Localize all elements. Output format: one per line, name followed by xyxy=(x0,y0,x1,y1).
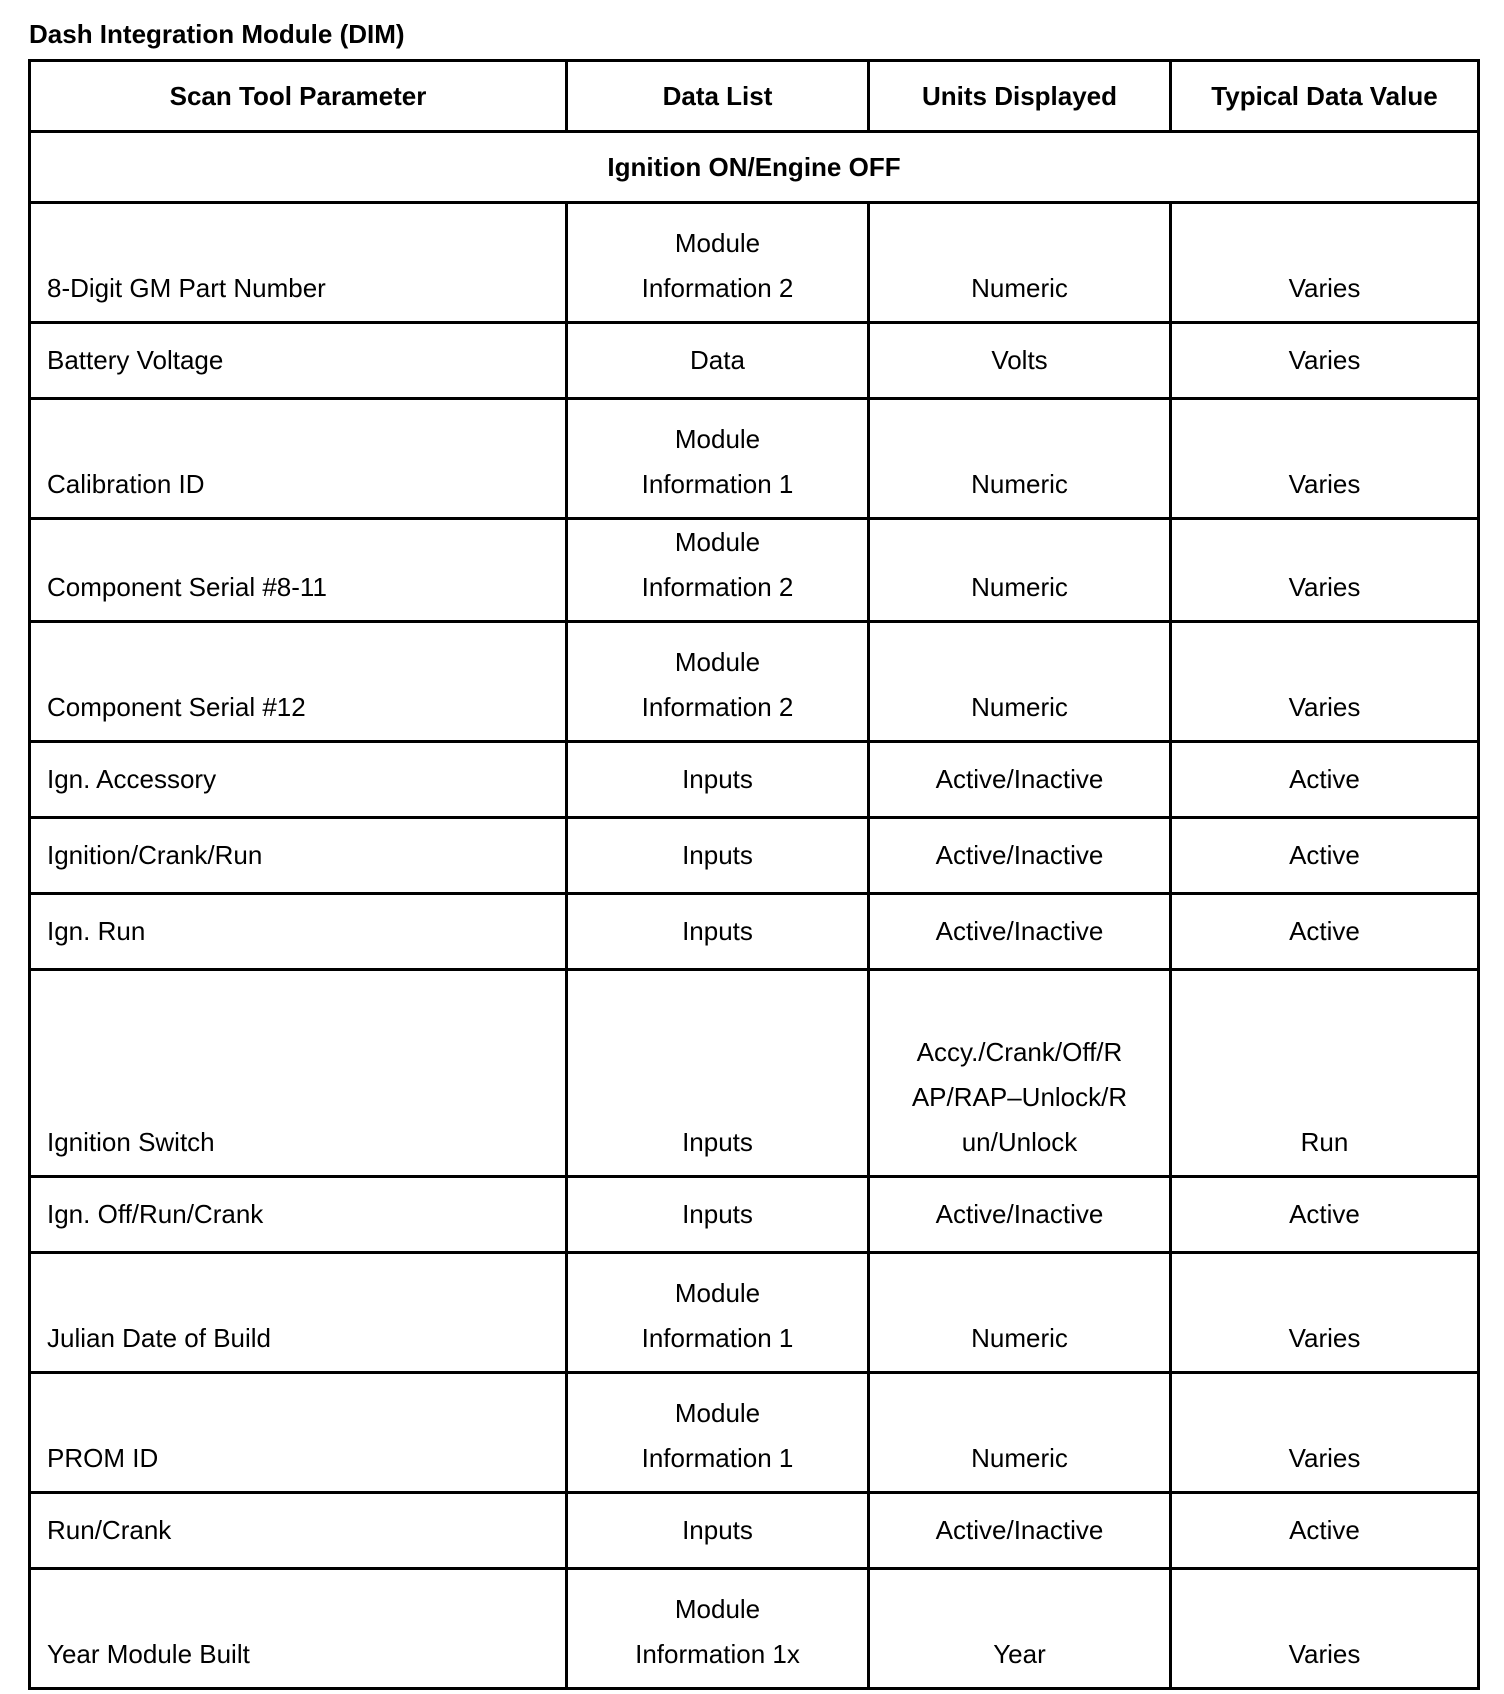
header-scan-tool-parameter: Scan Tool Parameter xyxy=(30,61,567,132)
cell-parameter: Battery Voltage xyxy=(30,323,567,399)
cell-units xyxy=(869,894,1171,970)
cell-data-list xyxy=(567,622,869,742)
cell-units xyxy=(869,1253,1171,1373)
document-title: Dash Integration Module (DIM) xyxy=(29,19,405,49)
cell-typical: Varies xyxy=(1171,1569,1479,1689)
cell-line: Active/Inactive xyxy=(935,1199,1104,1229)
table-row xyxy=(30,1569,1479,1689)
cell-line: Module xyxy=(674,647,761,677)
cell-parameter: Julian Date of Build xyxy=(30,1253,567,1373)
cell-units xyxy=(869,323,1171,399)
cell-units xyxy=(869,818,1171,894)
cell-line: Inputs xyxy=(682,1515,753,1545)
cell-data-list xyxy=(567,519,869,622)
table-row xyxy=(30,742,1479,818)
cell-typical: Active xyxy=(1171,894,1479,970)
cell-data-list xyxy=(567,818,869,894)
cell-parameter: Run/Crank xyxy=(30,1493,567,1569)
cell-line: Information 2 xyxy=(641,692,794,722)
cell-line: Data xyxy=(690,345,745,375)
cell-line: Module xyxy=(674,228,761,258)
cell-parameter: Component Serial #8-11 xyxy=(30,519,567,622)
cell-line: Information 1 xyxy=(641,1323,794,1353)
cell-typical: Varies xyxy=(1171,519,1479,622)
cell-parameter: Year Module Built xyxy=(30,1569,567,1689)
cell-typical: Active xyxy=(1171,818,1479,894)
cell-line: Information 2 xyxy=(641,273,794,303)
cell-data-list xyxy=(567,1373,869,1493)
cell-line: Information 1x xyxy=(635,1639,800,1669)
cell-line: Module xyxy=(674,1278,761,1308)
cell-typical: Varies xyxy=(1171,203,1479,323)
table-row xyxy=(30,818,1479,894)
cell-data-list xyxy=(567,323,869,399)
cell-line: Volts xyxy=(991,345,1048,375)
cell-line: Accy./Crank/Off/R xyxy=(916,1037,1123,1067)
cell-data-list xyxy=(567,1569,869,1689)
cell-line: Numeric xyxy=(971,469,1068,499)
cell-line: Numeric xyxy=(971,1443,1068,1473)
cell-typical: Active xyxy=(1171,1493,1479,1569)
cell-units xyxy=(869,1177,1171,1253)
cell-line: Information 2 xyxy=(641,572,794,602)
table-row xyxy=(30,1177,1479,1253)
cell-line: Module xyxy=(674,1594,761,1624)
cell-typical: Varies xyxy=(1171,1253,1479,1373)
cell-parameter: Ign. Accessory xyxy=(30,742,567,818)
cell-units xyxy=(869,1493,1171,1569)
cell-line: Inputs xyxy=(682,1127,753,1157)
cell-line: Year xyxy=(993,1639,1046,1669)
cell-units xyxy=(869,1373,1171,1493)
cell-line: Numeric xyxy=(971,692,1068,722)
cell-parameter: 8-Digit GM Part Number xyxy=(30,203,567,323)
cell-line: Numeric xyxy=(971,273,1068,303)
cell-line: Inputs xyxy=(682,840,753,870)
cell-units xyxy=(869,742,1171,818)
cell-line: Numeric xyxy=(971,572,1068,602)
cell-typical: Varies xyxy=(1171,399,1479,519)
cell-data-list xyxy=(567,1253,869,1373)
cell-data-list xyxy=(567,203,869,323)
header-units-displayed: Units Displayed xyxy=(869,61,1171,132)
cell-data-list xyxy=(567,894,869,970)
cell-units xyxy=(869,1569,1171,1689)
cell-line: un/Unlock xyxy=(961,1127,1078,1157)
cell-line: Module xyxy=(674,1398,761,1428)
cell-line: Numeric xyxy=(971,1323,1068,1353)
cell-line: Active/Inactive xyxy=(935,916,1104,946)
cell-line: Active/Inactive xyxy=(935,840,1104,870)
cell-typical: Active xyxy=(1171,742,1479,818)
cell-units xyxy=(869,970,1171,1177)
cell-data-list xyxy=(567,399,869,519)
cell-units xyxy=(869,399,1171,519)
cell-line: Information 1 xyxy=(641,1443,794,1473)
header-data-list: Data List xyxy=(567,61,869,132)
cell-line: Inputs xyxy=(682,764,753,794)
cell-typical: Varies xyxy=(1171,323,1479,399)
table-row xyxy=(30,970,1479,1177)
header-typical-data-value: Typical Data Value xyxy=(1171,61,1479,132)
cell-parameter: Ignition/Crank/Run xyxy=(30,818,567,894)
table-row xyxy=(30,1253,1479,1373)
scan-tool-data-table xyxy=(28,59,1480,1690)
cell-parameter: Ign. Off/Run/Crank xyxy=(30,1177,567,1253)
cell-line: Module xyxy=(674,527,761,557)
table-row xyxy=(30,1493,1479,1569)
cell-typical: Run xyxy=(1171,970,1479,1177)
section-ignition-on-engine-off: Ignition ON/Engine OFF xyxy=(30,132,1479,203)
cell-line: AP/RAP–Unlock/R xyxy=(911,1082,1128,1112)
cell-units xyxy=(869,203,1171,323)
cell-line: Active/Inactive xyxy=(935,764,1104,794)
cell-line: Information 1 xyxy=(641,469,794,499)
table-header-row xyxy=(30,61,1479,132)
cell-data-list xyxy=(567,742,869,818)
cell-parameter: Ign. Run xyxy=(30,894,567,970)
cell-parameter: Calibration ID xyxy=(30,399,567,519)
cell-parameter: Component Serial #12 xyxy=(30,622,567,742)
cell-units xyxy=(869,519,1171,622)
cell-typical: Active xyxy=(1171,1177,1479,1253)
cell-line: Inputs xyxy=(682,1199,753,1229)
table-row xyxy=(30,203,1479,323)
cell-data-list xyxy=(567,1177,869,1253)
cell-parameter: Ignition Switch xyxy=(30,970,567,1177)
cell-line: Active/Inactive xyxy=(935,1515,1104,1545)
cell-parameter: PROM ID xyxy=(30,1373,567,1493)
cell-line: Module xyxy=(674,424,761,454)
cell-typical: Varies xyxy=(1171,1373,1479,1493)
cell-data-list xyxy=(567,970,869,1177)
cell-typical: Varies xyxy=(1171,622,1479,742)
cell-data-list xyxy=(567,1493,869,1569)
table-row xyxy=(30,519,1479,622)
cell-units xyxy=(869,622,1171,742)
section-row xyxy=(30,132,1479,203)
table-row xyxy=(30,1373,1479,1493)
table-row xyxy=(30,323,1479,399)
table-row xyxy=(30,622,1479,742)
table-row xyxy=(30,399,1479,519)
cell-line: Inputs xyxy=(682,916,753,946)
table-row xyxy=(30,894,1479,970)
